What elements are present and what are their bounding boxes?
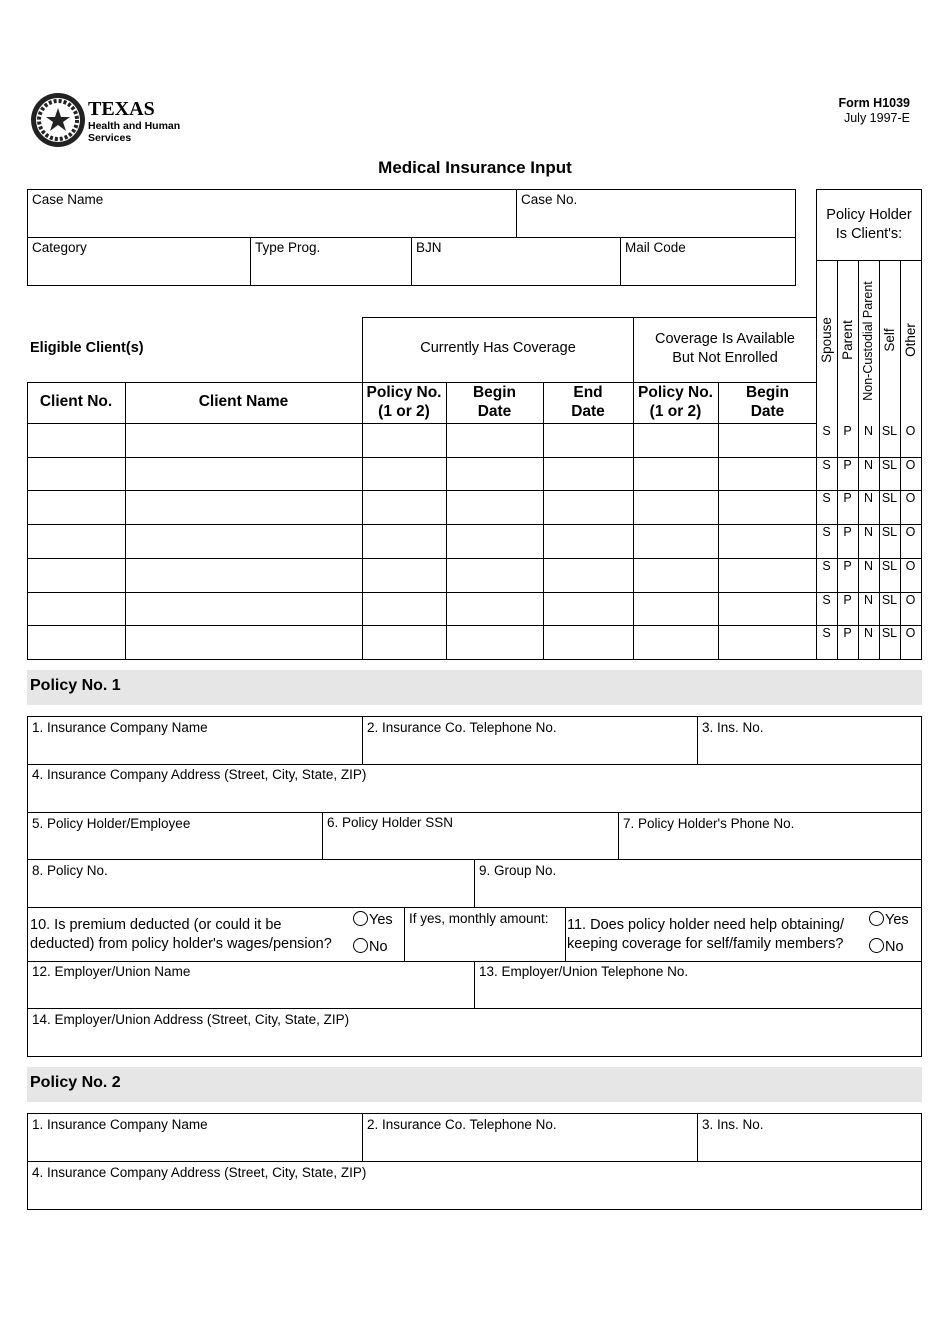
p1-employer-name[interactable]: 12. Employer/Union Name [32, 964, 191, 979]
p1-policy-holder-ssn[interactable]: 6. Policy Holder SSN [327, 815, 454, 830]
relation-code-option[interactable]: S [822, 525, 831, 539]
relation-code-option[interactable]: O [905, 424, 916, 438]
relation-code-option[interactable]: P [843, 525, 852, 539]
table-row[interactable] [27, 558, 922, 559]
p1-employer-address[interactable]: 14. Employer/Union Address (Street, City, State, ZIP) [32, 1012, 350, 1027]
relation-code-option[interactable]: S [822, 593, 831, 607]
relation-code-option[interactable]: O [905, 593, 916, 607]
col-non-custodial-parent: Non-Custodial Parent [861, 281, 875, 401]
p1-help-no[interactable]: No [869, 938, 904, 955]
relation-code-option[interactable]: N [863, 424, 874, 438]
p2-ins-no[interactable]: 3. Ins. No. [702, 1117, 764, 1132]
col-policy-no-available: Policy No. (1 or 2) [638, 384, 713, 420]
relation-code-option[interactable]: P [843, 559, 852, 573]
p2-insurance-address[interactable]: 4. Insurance Company Address (Street, City, State, ZIP) [32, 1165, 367, 1180]
mail-code-field[interactable]: Mail Code [625, 240, 686, 255]
relation-code-option[interactable]: P [843, 491, 852, 505]
case-name-field[interactable]: Case Name [32, 192, 104, 207]
p1-employer-telephone[interactable]: 13. Employer/Union Telephone No. [479, 964, 689, 979]
relation-code-option[interactable]: S [822, 424, 831, 438]
relation-code-option[interactable]: O [905, 626, 916, 640]
texas-seal-icon [30, 92, 86, 148]
relation-code-option[interactable]: O [905, 525, 916, 539]
p1-policy-holder-phone[interactable]: 7. Policy Holder's Phone No. [623, 816, 795, 831]
relation-code-option[interactable]: O [905, 491, 916, 505]
relation-code-option[interactable]: N [863, 559, 874, 573]
relation-code-option[interactable]: N [863, 593, 874, 607]
table-row[interactable] [27, 490, 922, 491]
relation-code-option[interactable]: N [863, 626, 874, 640]
relation-code-option[interactable]: P [843, 626, 852, 640]
case-no-field[interactable]: Case No. [521, 192, 578, 207]
p1-ins-no[interactable]: 3. Ins. No. [702, 720, 764, 735]
relation-code-option[interactable]: N [863, 491, 874, 505]
relation-code-option[interactable]: O [905, 559, 916, 573]
relation-code-option[interactable]: N [863, 525, 874, 539]
policy-holder-title-1: Policy Holder [826, 207, 912, 223]
p1-premium-no[interactable]: No [353, 938, 388, 955]
texas-hhs-logo [30, 92, 180, 148]
relation-code-option[interactable]: SL [881, 593, 898, 607]
p1-monthly-amount[interactable]: If yes, monthly amount: [409, 911, 549, 926]
policy2-section-header: Policy No. 2 [27, 1067, 922, 1102]
p1-premium-question: 10. Is premium deducted (or could it be deducted) from policy holder's wages/pension? [30, 917, 332, 952]
col-spouse: Spouse [819, 317, 834, 363]
relation-code-option[interactable]: O [905, 458, 916, 472]
p1-group-no[interactable]: 9. Group No. [479, 863, 557, 878]
relation-code-option[interactable]: P [843, 458, 852, 472]
relation-code-option[interactable]: S [822, 626, 831, 640]
col-policy-no: Policy No. (1 or 2) [366, 384, 442, 420]
radio-no-icon[interactable] [353, 938, 368, 953]
p1-help-yes[interactable]: Yes [869, 911, 909, 928]
policy1-section-header: Policy No. 1 [27, 670, 922, 705]
page-title: Medical Insurance Input [378, 158, 572, 177]
p1-policy-no[interactable]: 8. Policy No. [32, 863, 108, 878]
col-client-name: Client Name [198, 393, 289, 410]
radio-no-icon[interactable] [869, 938, 884, 953]
relation-code-option[interactable]: SL [881, 525, 898, 539]
table-row[interactable] [27, 592, 922, 593]
relation-code-option[interactable]: N [863, 458, 874, 472]
p1-help-question: 11. Does policy holder need help obtaining/ keeping coverage for self/family members? [567, 917, 845, 952]
relation-code-option[interactable]: P [843, 593, 852, 607]
radio-yes-icon[interactable] [869, 911, 884, 926]
policy-holder-title-2: Is Client's: [835, 226, 903, 242]
relation-code-option[interactable]: SL [881, 491, 898, 505]
p2-insurance-telephone[interactable]: 2. Insurance Co. Telephone No. [367, 1117, 557, 1132]
p1-insurance-address[interactable]: 4. Insurance Company Address (Street, City, State, ZIP) [32, 767, 367, 782]
p1-insurance-company-name[interactable]: 1. Insurance Company Name [32, 720, 208, 735]
bjn-field[interactable]: BJN [416, 240, 442, 255]
table-row[interactable] [27, 625, 922, 626]
logo-texas: TEXAS [88, 98, 155, 120]
col-end-date: End Date [571, 384, 605, 420]
col-client-no: Client No. [39, 393, 113, 410]
eligible-clients-label: Eligible Client(s) [30, 340, 144, 356]
col-parent: Parent [840, 320, 855, 360]
col-self: Self [882, 328, 897, 352]
p1-premium-yes[interactable]: Yes [353, 911, 393, 928]
relation-code-option[interactable]: SL [881, 626, 898, 640]
type-prog-field[interactable]: Type Prog. [255, 240, 321, 255]
col-begin-date: Begin Date [472, 384, 517, 420]
p1-policy-holder-employee[interactable]: 5. Policy Holder/Employee [32, 816, 191, 831]
p2-insurance-company-name[interactable]: 1. Insurance Company Name [32, 1117, 208, 1132]
category-field[interactable]: Category [32, 240, 87, 255]
form-date: July 1997-E [843, 111, 910, 125]
logo-services: Services [88, 132, 132, 144]
relation-code-option[interactable]: P [843, 424, 852, 438]
form-number: Form H1039 [838, 96, 910, 110]
relation-code-option[interactable]: SL [881, 559, 898, 573]
relation-code-option[interactable]: S [822, 559, 831, 573]
table-row[interactable] [27, 524, 922, 525]
col-begin-date-available: Begin Date [745, 384, 790, 420]
relation-code-option[interactable]: S [822, 491, 831, 505]
relation-code-option[interactable]: SL [881, 458, 898, 472]
p1-insurance-telephone[interactable]: 2. Insurance Co. Telephone No. [367, 720, 557, 735]
relation-code-option[interactable]: SL [881, 424, 898, 438]
relation-code-option[interactable]: S [822, 458, 831, 472]
radio-yes-icon[interactable] [353, 911, 368, 926]
table-row[interactable] [27, 457, 922, 458]
col-other: Other [903, 323, 918, 357]
logo-hhs: Health and Human [88, 120, 181, 132]
